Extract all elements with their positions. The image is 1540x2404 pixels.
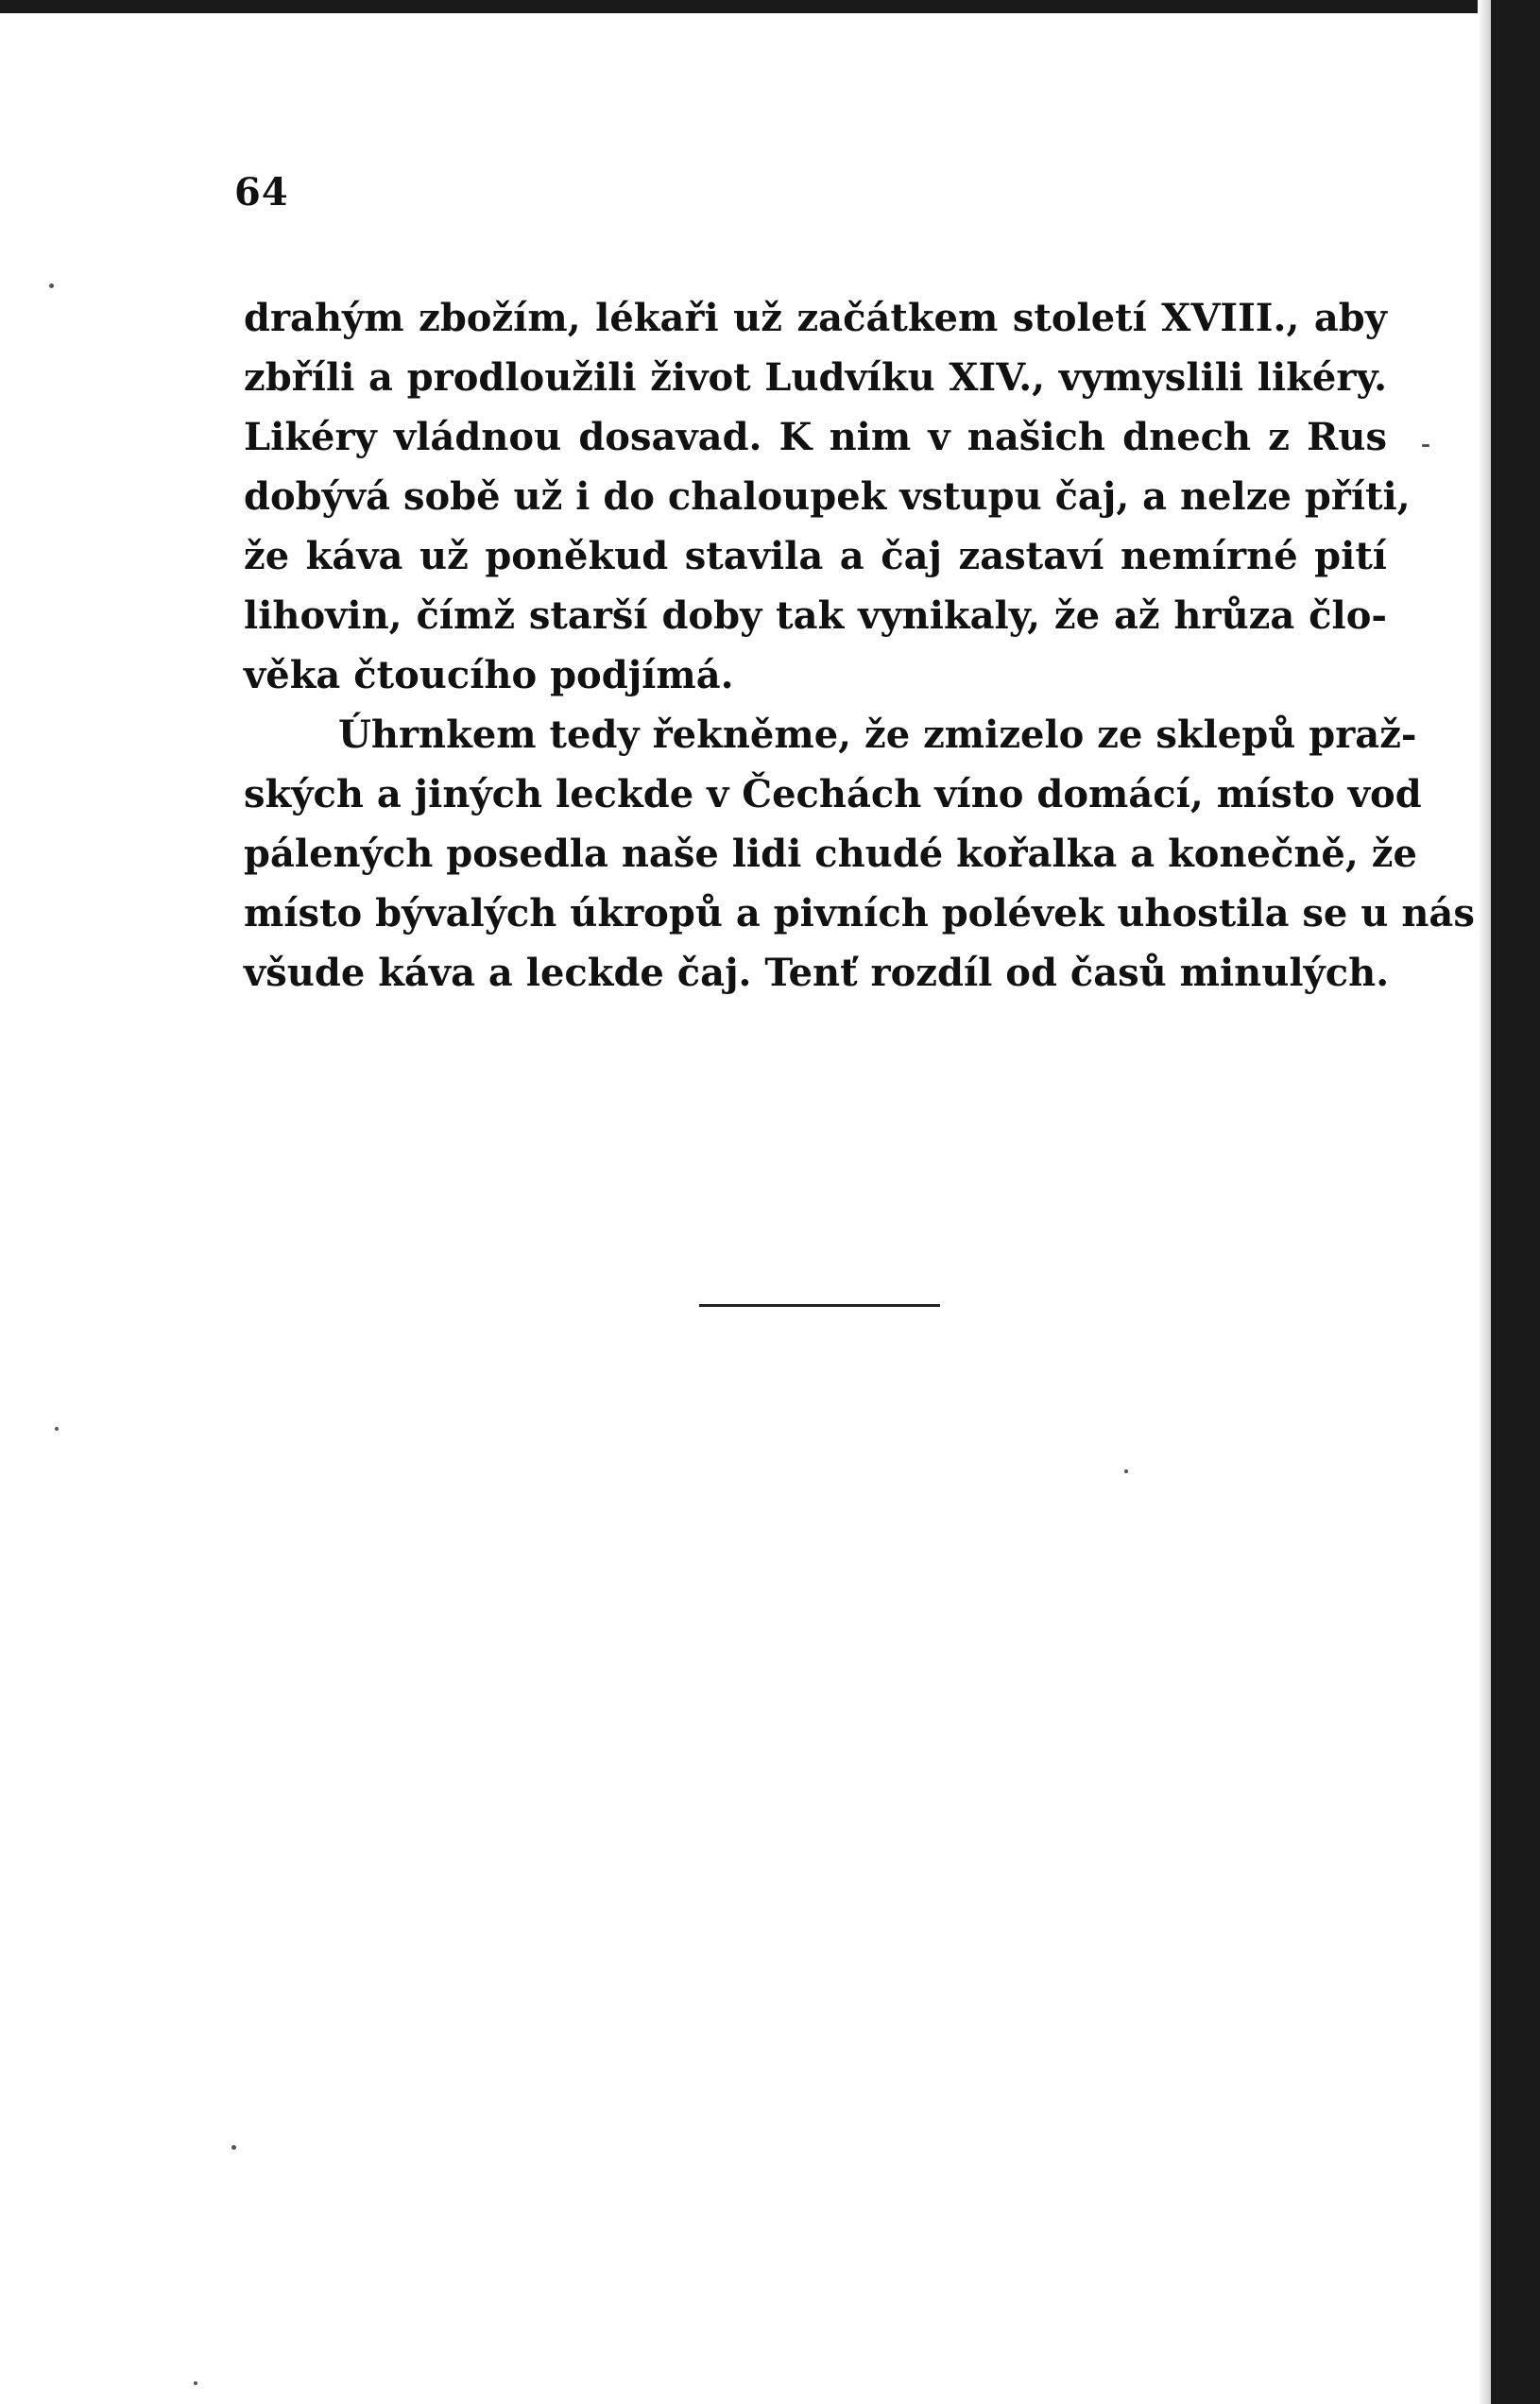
page-number: 64 (234, 170, 289, 215)
text-line: Úhrnkem tedy řekněme, že zmizelo ze sklepů praž- (338, 713, 1417, 757)
text-line: místo bývalých úkropů a pivních polévek uhostila se u nás (244, 891, 1475, 936)
text-line: Likéry vládnou dosavad. K nim v našich dnech z Rus (244, 415, 1387, 459)
scan-speck (55, 1427, 59, 1431)
scan-speck (1422, 444, 1429, 447)
body-text (244, 288, 1475, 1003)
text-line: drahým zbožím, lékaři už začátkem století XVIII., aby (244, 296, 1387, 340)
scan-speck (194, 2381, 197, 2385)
text-line: zbříli a prodloužili život Ludvíku XIV., vymyslili likéry. (244, 355, 1387, 400)
scan-speck (49, 283, 54, 288)
text-line: dobývá sobě už i do chaloupek vstupu čaj, a nelze příti, (244, 474, 1411, 519)
text-line: věka čtoucího podjímá. (244, 653, 734, 697)
scan-shadow-right (1478, 0, 1491, 2404)
section-end-rule (699, 1304, 940, 1307)
scan-speck (231, 2145, 236, 2150)
text-line: lihovin, čímž starší doby tak vynikaly, že až hrůza člo- (244, 593, 1387, 638)
paragraph-1 (244, 288, 1411, 705)
paragraph-2 (244, 705, 1475, 1003)
text-line: všude káva a leckde čaj. Tenť rozdíl od časů minulých. (244, 951, 1390, 995)
text-line: ských a jiných leckde v Čechách víno domácí, místo vod (244, 772, 1422, 816)
text-line: že káva už poněkud stavila a čaj zastaví nemírné pití (244, 534, 1387, 578)
scan-border-right (1491, 0, 1540, 2404)
scan-speck (1124, 1469, 1128, 1473)
text-line: pálených posedla naše lidi chudé kořalka a konečně, že (244, 832, 1417, 876)
